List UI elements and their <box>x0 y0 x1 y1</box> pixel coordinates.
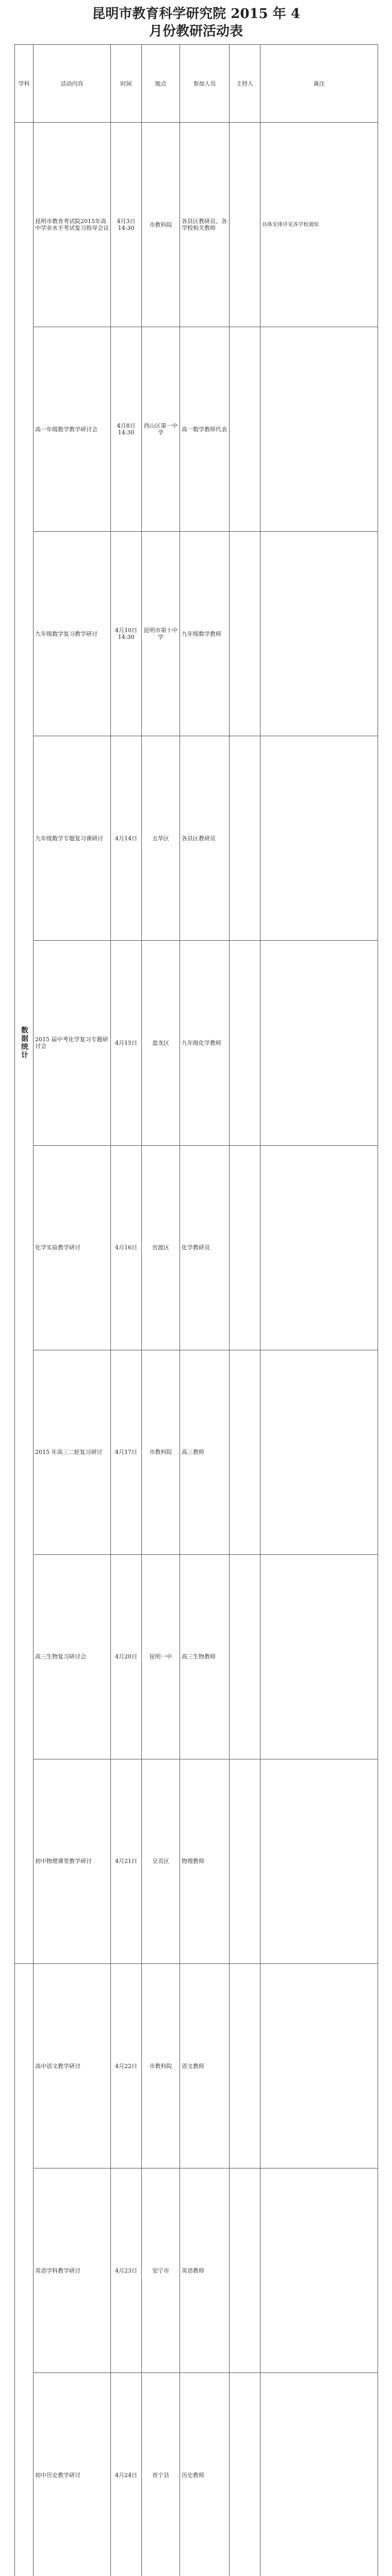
table-row <box>15 327 378 532</box>
cell-place: 盘龙区 <box>142 941 180 1145</box>
cell-place: 五华区 <box>142 736 180 941</box>
cell-note: 具体安排详见各学校通知 <box>260 123 378 327</box>
cell-time: 4月24日 <box>111 2373 142 2576</box>
cell-time: 4月14日 <box>111 736 142 941</box>
table-row <box>15 1554 378 1759</box>
cell-host <box>230 1759 260 1963</box>
cell-people: 九年级数学教师 <box>180 532 230 736</box>
table-header-row <box>15 45 378 123</box>
cell-note <box>260 941 378 1145</box>
cell-place: 西山区第一中学 <box>142 327 180 532</box>
cell-host <box>230 327 260 532</box>
cell-host <box>230 1963 260 2168</box>
cell-content: 初中物理课堂教学研讨 <box>34 1759 111 1963</box>
cell-note <box>260 2168 378 2373</box>
table-row <box>15 1963 378 2168</box>
table-row <box>15 1350 378 1554</box>
cell-time: 4月23日 <box>111 2168 142 2373</box>
cell-people: 高三教师 <box>180 1350 230 1554</box>
table-row <box>15 1759 378 1963</box>
table-row <box>15 1145 378 1350</box>
table-row <box>15 2168 378 2373</box>
cell-place: 昆明市第十中学 <box>142 532 180 736</box>
cell-content: 初中历史教学研讨 <box>34 2373 111 2576</box>
cell-people: 高一数学教师代表 <box>180 327 230 532</box>
cell-host <box>230 941 260 1145</box>
cell-content: 高三生物复习研讨会 <box>34 1554 111 1759</box>
cell-host <box>230 123 260 327</box>
cell-content: 2015 年高三二轮复习研讨 <box>34 1350 111 1554</box>
cell-place: 安宁市 <box>142 2168 180 2373</box>
cell-time: 4月17日 <box>111 1350 142 1554</box>
cell-place: 晋宁县 <box>142 2373 180 2576</box>
section-label: 数据统计 <box>15 123 34 1964</box>
cell-time: 4月16日 <box>111 1145 142 1350</box>
cell-note <box>260 1145 378 1350</box>
cell-content: 昆明市教育考试院2015年高中学业水平考试复习指导会议 <box>34 123 111 327</box>
cell-host <box>230 1145 260 1350</box>
table-row <box>15 2373 378 2576</box>
cell-people: 化学教研员 <box>180 1145 230 1350</box>
cell-people: 英语教师 <box>180 2168 230 2373</box>
header-content: 活动内容 <box>34 45 111 123</box>
cell-note <box>260 736 378 941</box>
cell-content: 九年级数学专题复习课研讨 <box>34 736 111 941</box>
title-line-2: 月份教研活动表 <box>149 24 243 39</box>
cell-content: 化学实验教学研讨 <box>34 1145 111 1350</box>
cell-people: 各县区教研员 <box>180 736 230 941</box>
table-row <box>15 123 378 327</box>
cell-time: 4月10日 14:30 <box>111 532 142 736</box>
activity-table <box>14 44 378 2576</box>
page-title <box>0 0 392 40</box>
cell-people: 高三生物教师 <box>180 1554 230 1759</box>
cell-note <box>260 327 378 532</box>
cell-time: 4月20日 <box>111 1554 142 1759</box>
cell-content: 英语学科教学研讨 <box>34 2168 111 2373</box>
cell-place: 呈贡区 <box>142 1759 180 1963</box>
table-row <box>15 736 378 941</box>
cell-time: 4月21日 <box>111 1759 142 1963</box>
header-subject: 学科 <box>15 45 34 123</box>
cell-host <box>230 736 260 941</box>
cell-time: 4月22日 <box>111 1963 142 2168</box>
cell-note <box>260 2373 378 2576</box>
cell-host <box>230 2168 260 2373</box>
cell-content: 2015 届中考化学复习专题研讨会 <box>34 941 111 1145</box>
cell-time: 4月15日 <box>111 941 142 1145</box>
cell-note <box>260 1963 378 2168</box>
cell-content: 高中语文教学研讨 <box>34 1963 111 2168</box>
cell-place: 市教科院 <box>142 1350 180 1554</box>
cell-host <box>230 1350 260 1554</box>
table-body <box>15 123 378 2576</box>
cell-time: 4月8日 14:30 <box>111 327 142 532</box>
header-host: 主持人 <box>230 45 260 123</box>
table-row <box>15 532 378 736</box>
title-line-1: 昆明市教育科学研究院 2015 年 4 <box>92 6 300 22</box>
cell-time: 4月3日 14:30 <box>111 123 142 327</box>
cell-people: 历史教师 <box>180 2373 230 2576</box>
header-people: 参加人员 <box>180 45 230 123</box>
cell-note <box>260 1350 378 1554</box>
cell-host <box>230 532 260 736</box>
cell-place: 官渡区 <box>142 1145 180 1350</box>
cell-place: 昆明一中 <box>142 1554 180 1759</box>
cell-note <box>260 1554 378 1759</box>
header-time: 时间 <box>111 45 142 123</box>
cell-people: 语文教师 <box>180 1963 230 2168</box>
section-label <box>15 1963 34 2576</box>
header-note: 备注 <box>260 45 378 123</box>
cell-host <box>230 1554 260 1759</box>
cell-place: 市教科院 <box>142 1963 180 2168</box>
cell-host <box>230 2373 260 2576</box>
cell-people: 物理教师 <box>180 1759 230 1963</box>
cell-note <box>260 1759 378 1963</box>
cell-place: 市教科院 <box>142 123 180 327</box>
cell-people: 各县区教研员、各学校相关教师 <box>180 123 230 327</box>
cell-people: 九年级化学教师 <box>180 941 230 1145</box>
table-row <box>15 941 378 1145</box>
cell-content: 九年级数学复习教学研讨 <box>34 532 111 736</box>
header-place: 地点 <box>142 45 180 123</box>
cell-note <box>260 532 378 736</box>
cell-content: 高一年级数学教学研讨会 <box>34 327 111 532</box>
